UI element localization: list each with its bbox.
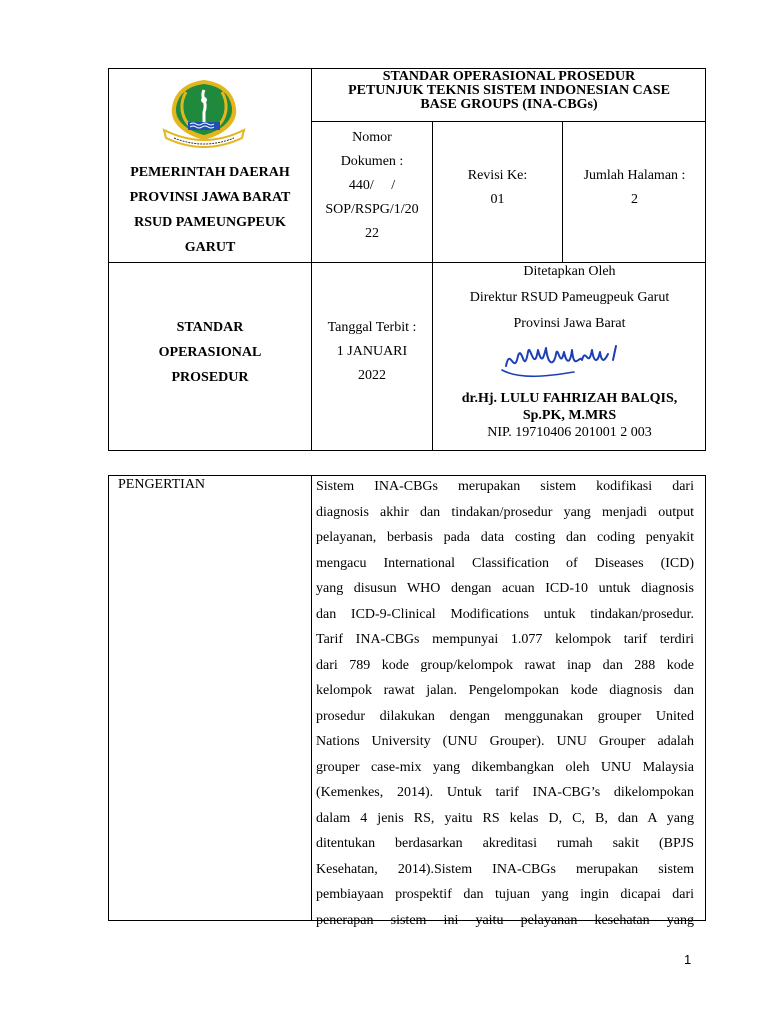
sop-line: PROSEDUR bbox=[171, 370, 249, 385]
page-count-value: 2 bbox=[631, 192, 638, 207]
content-line: Kesehatan, 2014).Sistem INA-CBGs merupakan sistem bbox=[316, 861, 694, 877]
org-line: GARUT bbox=[184, 240, 236, 255]
sop-label bbox=[109, 315, 311, 390]
content-line: kelompok rawat jalan. Pengelompokan kode diagnosis dan bbox=[316, 683, 694, 698]
document-number bbox=[312, 126, 432, 246]
content-line: dalam 4 jenis RS, yaitu RS kelas D, C, B, dan A yang bbox=[316, 810, 694, 826]
signature bbox=[500, 336, 625, 386]
org-line: PEMERINTAH DAERAH bbox=[130, 165, 290, 180]
section-content bbox=[316, 474, 694, 933]
signatory bbox=[433, 390, 706, 442]
sop-line: STANDAR bbox=[176, 320, 244, 335]
logo-west-java-emblem bbox=[160, 78, 248, 148]
document-title bbox=[312, 70, 706, 112]
content-line: penerapan sistem ini yaitu pelayanan kesehatan yang bbox=[316, 912, 694, 928]
org-line: RSUD PAMEUNGPEUK bbox=[134, 215, 286, 230]
content-line: Nations University (UNU Grouper). UNU Grouper adalah bbox=[316, 734, 694, 749]
title-line: PETUNJUK TEKNIS SISTEM INDONESIAN CASE bbox=[348, 83, 670, 98]
content-line: grouper case-mix yang dikembangkan oleh UNU Malaysia bbox=[316, 759, 694, 775]
content-line: pembiayaan prospektif dan tujuan yang ingin dicapai dari bbox=[316, 887, 694, 902]
header-divider bbox=[311, 121, 706, 122]
signatory-name: dr.Hj. LULU FAHRIZAH BALQIS, bbox=[461, 391, 678, 406]
issue-date bbox=[312, 316, 432, 388]
content-line: pelayanan, berbasis pada data costing dan coding penyakit bbox=[316, 530, 694, 545]
page-count bbox=[563, 164, 706, 212]
organization-name bbox=[109, 160, 311, 260]
approval-block bbox=[433, 259, 706, 337]
signatory-nip: NIP. 19710406 201001 2 003 bbox=[487, 425, 652, 440]
content-line: (Kemenkes, 2014). Untuk tarif INA-CBG’s dikelompokan bbox=[316, 785, 694, 800]
document-number-line: Dokumen : bbox=[340, 154, 404, 169]
issue-date-line: 1 JANUARI bbox=[336, 344, 408, 359]
content-line: dan ICD-9-Clinical Modifications untuk tindakan/prosedur. bbox=[316, 606, 694, 622]
document-number-line: Nomor bbox=[352, 130, 392, 145]
document-number-line: 440/ / bbox=[348, 178, 396, 193]
content-line: Sistem INA-CBGs merupakan sistem kodifikasi dari bbox=[316, 479, 694, 494]
sop-line: OPERASIONAL bbox=[158, 345, 262, 360]
revision-value: 01 bbox=[490, 192, 505, 207]
section-label: PENGERTIAN bbox=[118, 477, 206, 492]
content-line: ditentukan berdasarkan akreditasi rumah sakit (BPJS bbox=[316, 836, 694, 851]
body-divider bbox=[311, 475, 312, 921]
page-count-label: Jumlah Halaman : bbox=[583, 168, 686, 183]
revision-label: Revisi Ke: bbox=[467, 168, 528, 183]
page-number: 1 bbox=[684, 952, 692, 967]
issue-date-label: Tanggal Terbit : bbox=[327, 320, 417, 335]
title-line: STANDAR OPERASIONAL PROSEDUR bbox=[382, 69, 636, 84]
content-line: diagnosis akhir dan tindakan/prosedur yang menjadi output bbox=[316, 504, 694, 520]
title-line: BASE GROUPS (INA-CBGs) bbox=[420, 97, 598, 112]
content-line: Tarif INA-CBGs mempunyai 1.077 kelompok tarif terdiri bbox=[316, 632, 694, 647]
signatory-title: Sp.PK, M.MRS bbox=[522, 408, 617, 423]
approval-line: Provinsi Jawa Barat bbox=[513, 316, 626, 331]
document-number-line: SOP/RSPG/1/20 bbox=[325, 202, 419, 217]
document-number-line: 22 bbox=[365, 226, 379, 241]
content-line: prosedur dilakukan dengan menggunakan grouper United bbox=[316, 708, 694, 724]
content-line: dari 789 kode group/kelompok rawat inap dan 288 kode bbox=[316, 657, 694, 673]
org-line: PROVINSI JAWA BARAT bbox=[129, 190, 291, 205]
content-line: mengacu International Classification of Diseases (ICD) bbox=[316, 555, 694, 571]
revision bbox=[433, 164, 562, 212]
approval-line: Direktur RSUD Pameugpeuk Garut bbox=[469, 290, 670, 305]
content-line: yang disusun WHO dengan acuan ICD-10 untuk diagnosis bbox=[316, 581, 694, 596]
approval-line: Ditetapkan Oleh bbox=[523, 264, 616, 279]
issue-date-line: 2022 bbox=[358, 368, 386, 383]
